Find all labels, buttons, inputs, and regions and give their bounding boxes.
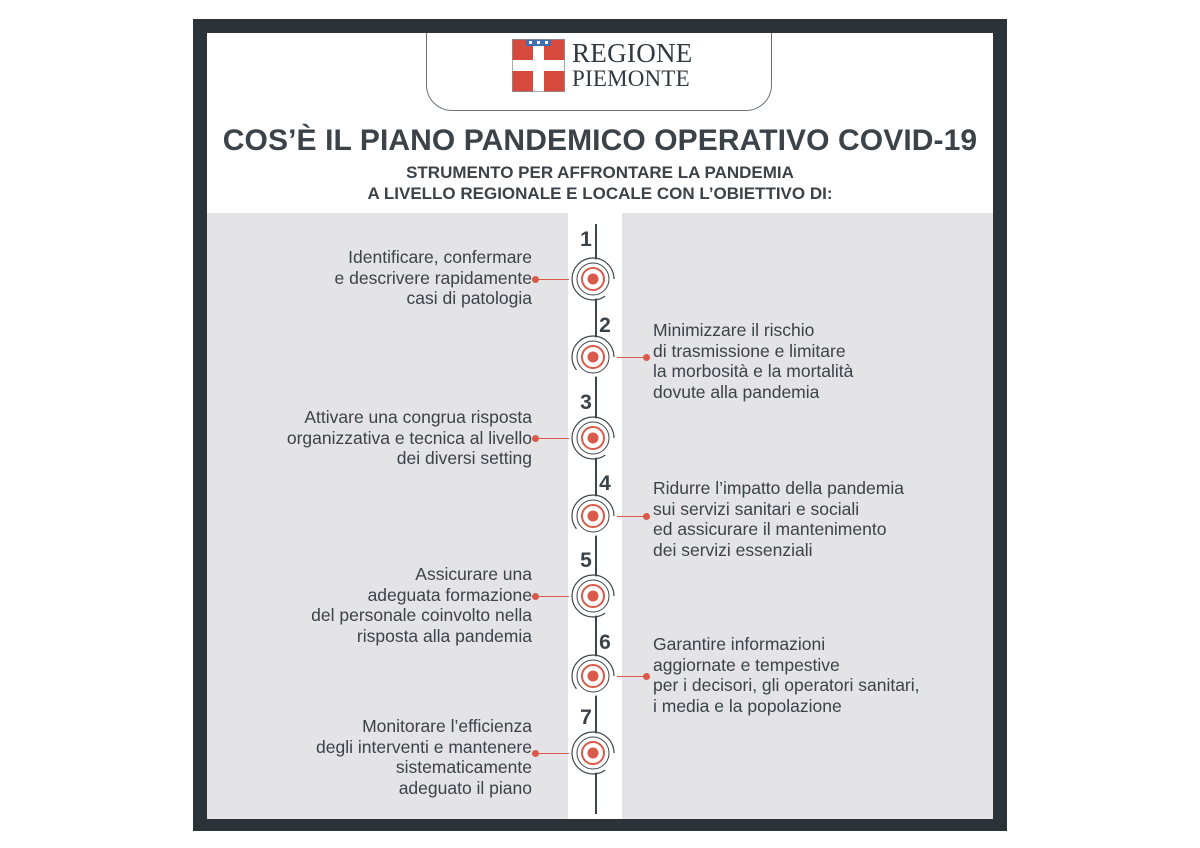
logo-wordmark [572, 38, 693, 91]
step-description [335, 247, 532, 309]
step-number: 5 [580, 549, 592, 572]
page-subtitle [207, 162, 993, 204]
page-title: COS’È IL PIANO PANDEMICO OPERATIVO COVID-19 [222, 124, 978, 157]
step-connector [535, 279, 569, 280]
step-description [316, 716, 532, 798]
infographic [207, 33, 993, 819]
connector-dot-icon [532, 276, 539, 283]
step-description-line: Attivare una congrua risposta [304, 407, 532, 427]
connector-dot-icon [643, 673, 650, 680]
target-marker-icon [569, 333, 617, 381]
target-marker-icon [569, 652, 617, 700]
step-description-line: Monitorare l’efficienza [362, 716, 532, 736]
step-description-line: Garantire informazioni [653, 634, 826, 654]
connector-dot-icon [643, 513, 650, 520]
step-description [653, 634, 920, 716]
step-description-line: degli interventi e mantenere [316, 736, 532, 757]
target-marker-icon [569, 572, 617, 620]
step-description-line: organizzativa e tecnica al livello [286, 427, 532, 448]
step-number: 6 [599, 631, 611, 654]
subtitle-line-1: STRUMENTO PER AFFRONTARE LA PANDEMIA [406, 163, 794, 182]
step-description [287, 407, 532, 469]
step-connector [617, 516, 647, 517]
step-description [311, 564, 532, 646]
subtitle-line-2: A LIVELLO REGIONALE E LOCALE CON L’OBIETTIVO DI: [367, 184, 833, 203]
step-number: 7 [580, 706, 592, 729]
connector-dot-icon [532, 750, 539, 757]
connector-dot-icon [532, 435, 539, 442]
connector-dot-icon [643, 354, 650, 361]
step-description-line: ed assicurare il mantenimento [653, 519, 887, 539]
step-description-line: di trasmissione e limitare [653, 340, 846, 361]
regione-piemonte-shield-icon [512, 39, 565, 92]
step-description-line: Ridurre l’impatto della pandemia [653, 478, 904, 498]
step-connector [535, 596, 569, 597]
step-number: 4 [599, 472, 611, 495]
step-description-line: del personale coinvolto nella [311, 605, 532, 625]
step-description-line: risposta alla pandemia [356, 625, 532, 646]
step-description-line: adeguato il piano [398, 777, 532, 798]
step-description-line: e descrivere rapidamente [334, 267, 532, 288]
target-marker-icon [569, 414, 617, 462]
step-description-line: dovute alla pandemia [653, 381, 820, 402]
step-description [653, 320, 853, 402]
target-marker-icon [569, 255, 617, 303]
step-description-line: i media e la popolazione [653, 695, 842, 716]
step-description-line: per i decisori, gli operatori sanitari, [653, 675, 920, 695]
step-description-line: adeguata formazione [367, 584, 532, 605]
step-description-line: sistematicamente [395, 757, 532, 777]
step-description-line: casi di patologia [406, 288, 532, 308]
step-connector [617, 357, 647, 358]
connector-dot-icon [532, 593, 539, 600]
step-connector [617, 676, 647, 677]
step-description-line: sui servizi sanitari e sociali [653, 498, 860, 519]
logo-line-1: REGIONE [572, 38, 693, 68]
step-description-line: Identificare, confermare [348, 247, 532, 267]
step-description-line: Minimizzare il rischio [653, 320, 815, 340]
step-connector [535, 438, 569, 439]
step-connector [535, 753, 569, 754]
step-description-line: aggiornate e tempestive [653, 654, 840, 675]
target-marker-icon [569, 729, 617, 777]
logo-line-2: PIEMONTE [572, 66, 690, 91]
step-description-line: Assicurare una [415, 564, 532, 584]
step-description-line: dei diversi setting [396, 448, 532, 468]
step-description [653, 478, 904, 560]
step-description-line: dei servizi essenziali [653, 539, 813, 560]
step-number: 2 [599, 314, 611, 337]
step-number: 3 [580, 391, 592, 414]
target-marker-icon [569, 492, 617, 540]
logo-tab [426, 33, 772, 111]
step-number: 1 [580, 228, 592, 251]
step-description-line: la morbosità e la mortalità [653, 361, 854, 381]
